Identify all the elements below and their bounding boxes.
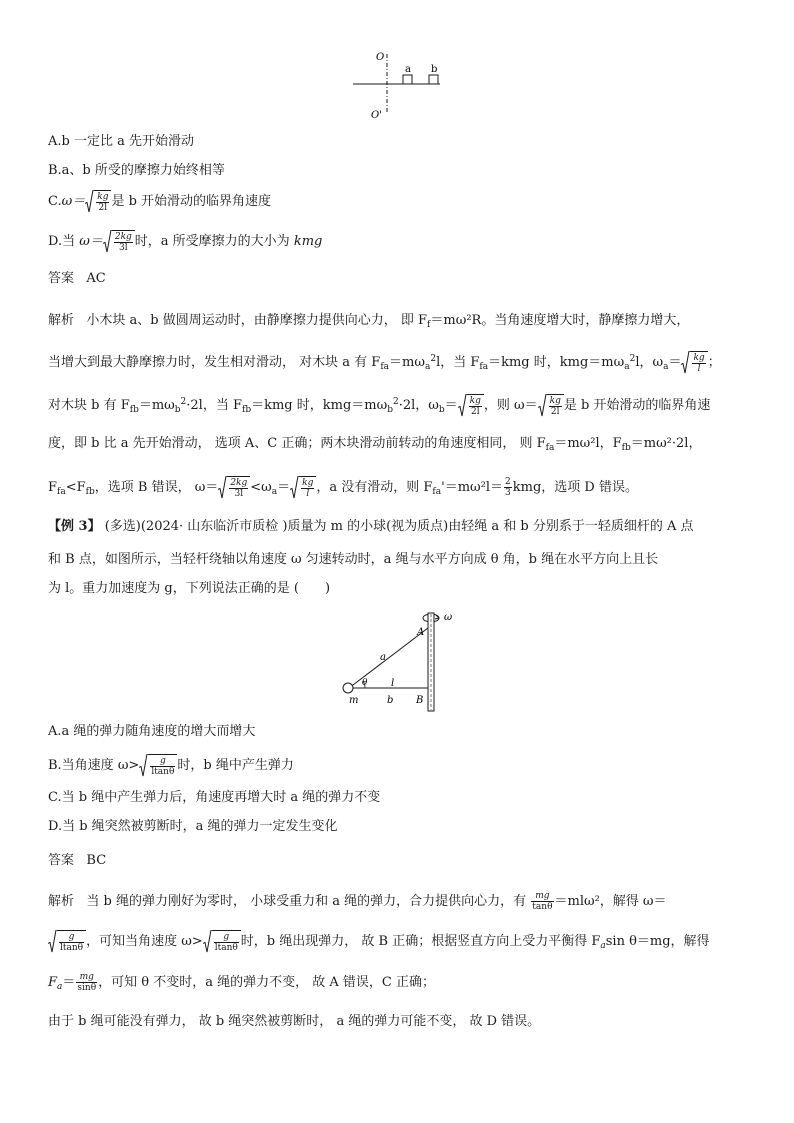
analysis-text: ＝kmg 时，kmg＝mω (488, 355, 625, 370)
superscript: 2 (430, 354, 437, 364)
sqrt-2kg-3l (218, 476, 250, 499)
frac-num: mg (531, 891, 553, 902)
subscript: fb (129, 405, 139, 415)
sqrt-g-ltan (48, 930, 86, 953)
option-text: B.当角速度 ω> (48, 758, 140, 773)
answer-label: 答案 (48, 853, 75, 868)
q1-option-c-suffix: 是 b 开始滑动的临界角速度 (111, 194, 272, 209)
example-text: (多选)(2024· 山东临沂市质检 )质量为 m 的小球(视为质点)由轻绳 a 和 b 分别系于一轻质细杆的 A 点 (104, 519, 694, 534)
turntable-figure (340, 44, 450, 122)
frac-den: ltanθ (151, 767, 175, 777)
label-a: a (405, 64, 411, 75)
q1-analysis-line-5 (48, 476, 754, 501)
analysis-text: 当增大到最大静摩擦力时，发生相对滑动， 对木块 a 有 F (48, 355, 381, 370)
q1-option-d-suffix: 时，a 所受摩擦力的大小为 (134, 234, 294, 249)
label-A: A (417, 627, 425, 638)
frac-den: l (697, 364, 701, 374)
q1-analysis-line-3: 对木块 b 有 $F_{fb}=m\omega_b^2\cdot 2l$，当 $F_{fb}=kmg$ 时，$kmg=m\omega_b^2\cdot 2l$，$\omega_b=$ $\frac{kg}{2l}$ ，则 ω＝ $\frac{kg}{2l}$ 是 b 开始滑动的临界角速 (48, 396, 711, 417)
analysis-text: ，a 没有滑动，则 F (316, 480, 433, 495)
answer-value: AC (86, 271, 106, 286)
option-text: 时，b 绳中产生弹力 (177, 758, 294, 773)
subscript: fa (545, 443, 555, 453)
frac-num: kg (693, 353, 705, 363)
frac-den: sinθ (77, 983, 97, 993)
sqrt-kg-l (290, 476, 316, 499)
q2-analysis-line-2 (48, 930, 754, 955)
q1-option-d (48, 230, 754, 253)
frac-den: l (306, 489, 310, 499)
q1-option-d-prefix: D.当 (48, 234, 80, 249)
q2-analysis-line-4: 由于 b 绳可能没有弹力， 故 b 绳突然被剪断时， a 绳的弹力可能不变， 故 D 错误。 (48, 1014, 541, 1029)
frac-den: 3l (234, 489, 244, 499)
omega-eq: ω＝ (61, 194, 86, 209)
frac-mg-sin (76, 972, 97, 993)
frac-num: kg (302, 478, 314, 488)
subscript: b (387, 405, 393, 415)
superscript: 2 (392, 397, 399, 407)
analysis-text: l，ω (635, 355, 664, 370)
analysis-text: sin θ＝mg，解得 (605, 934, 710, 949)
frac-den: ltanθ (60, 943, 84, 953)
analysis-text: 度，即 b 比 a 先开始滑动， 选项 A、C 正确；两木块滑动前转动的角速度相同， 则 F (48, 436, 546, 451)
analysis-text: 时，b 绳出现弹力， 故 B 正确；根据竖直方向上受力平衡得 F (240, 934, 601, 949)
omega-eq: ω＝ (79, 234, 103, 249)
analysis-text: '＝mω²l＝ (441, 480, 503, 495)
subscript: a (663, 362, 669, 372)
q2-option-b (48, 754, 754, 777)
q1-analysis-line-1 (48, 312, 754, 334)
label-o-top: O (376, 52, 385, 63)
q1-option-a: A.b 一定比 a 先开始滑动 (48, 134, 194, 149)
frac-num: g (214, 932, 239, 943)
q1-option-b: B.a、b 所受的摩擦力始终相等 (48, 163, 225, 178)
subscript: a (600, 941, 606, 951)
label-l: l (391, 678, 395, 689)
analysis-text: <ω (250, 480, 272, 495)
rod-figure (332, 606, 472, 716)
label-m: m (349, 695, 359, 706)
label-omega: ω (444, 612, 453, 623)
analysis-text: 是 b 开始滑动的临界角速 (563, 398, 711, 413)
analysis-text: ＝ (668, 355, 682, 370)
analysis-text: 小木块 a、b 做圆周运动时，由静摩擦力提供向心力， 即 F (86, 313, 428, 328)
analysis-text: ＝ (62, 975, 76, 990)
subscript: a (624, 362, 630, 372)
frac-den: 3 (505, 488, 511, 498)
frac-den: tanθ (532, 902, 553, 912)
analysis-text: ，则 ω＝ (483, 398, 538, 413)
analysis-text: ＝ (277, 480, 291, 495)
q1-option-c-prefix: C. (48, 194, 62, 209)
subscript: f (427, 320, 431, 330)
analysis-text: l，当 F (436, 355, 480, 370)
frac-den: ltanθ (214, 943, 238, 953)
analysis-text: ＝mω²l，F (554, 436, 622, 451)
example3-line-1 (48, 518, 754, 536)
superscript: 2 (629, 354, 636, 364)
subscript: b (174, 405, 181, 415)
subscript: fb (85, 487, 95, 497)
q1-answer (48, 270, 754, 288)
analysis-text: ＝mω (389, 355, 425, 370)
analysis-text: ＝mω²R。当角速度增大时，静摩擦力增大， (430, 313, 690, 328)
q1-analysis-line-4 (48, 435, 754, 457)
q2-option-d: D.当 b 绳突然被剪断时，a 绳的弹力一定发生变化 (48, 819, 338, 834)
frac-num: kg (97, 192, 109, 202)
example3-line-3: 为 l。重力加速度为 g，下列说法正确的是 ( ) (48, 581, 331, 596)
sqrt-g-ltan (139, 754, 177, 777)
q2-analysis-line-3 (48, 972, 754, 996)
subscript: b (438, 405, 445, 415)
analysis-text: kmg，选项 D 错误。 (512, 480, 638, 495)
answer-value: BC (86, 853, 107, 868)
block-a (403, 75, 412, 84)
sqrt-g-ltan (203, 930, 241, 953)
frac-num: 2kg (114, 232, 132, 242)
subscript: fb (621, 443, 631, 453)
analysis-text: 当 b 绳的弹力刚好为零时， 小球受重力和 a 绳的弹力，合力提供向心力，有 (86, 894, 531, 909)
frac-num: g (59, 932, 84, 943)
ball (343, 683, 353, 693)
subscript: fa (432, 487, 442, 497)
frac-num: 2 (505, 477, 511, 487)
q2-analysis-line-1 (48, 891, 754, 912)
example3-line-2: 和 B 点，如图所示，当轻杆绕轴以角速度 ω 匀速转动时，a 绳与水平方向成 θ 角，b 绳在水平方向上且长 (48, 552, 659, 567)
label-B: B (416, 695, 424, 706)
label-o-bottom: O' (371, 110, 382, 121)
frac-den: 2l (470, 407, 480, 417)
analysis-text: ，可知 θ 不变时，a 绳的弹力不变， 故 A 错误，C 正确； (98, 975, 435, 990)
analysis-text: ＝mω²·2l， (630, 436, 702, 451)
analysis-label: 解析 (48, 894, 75, 909)
frac-num: kg (549, 396, 561, 406)
frac-num: kg (469, 396, 481, 406)
analysis-text: ·2l，ω (398, 398, 439, 413)
answer-label: 答案 (48, 271, 75, 286)
frac-num: 2kg (230, 478, 248, 488)
subscript: fb (242, 405, 252, 415)
label-b: b (431, 64, 438, 75)
subscript: a (271, 487, 278, 497)
analysis-text: ，可知当角速度 ω> (86, 934, 203, 949)
analysis-text: F (48, 480, 58, 495)
label-rope-a: a (380, 652, 386, 663)
q2-option-c: C.当 b 绳中产生弹力后，角速度再增大时 a 绳的弹力不变 (48, 790, 381, 805)
sqrt-kg-l (681, 351, 707, 374)
q1-option-c (48, 190, 754, 213)
analysis-text: ·2l，当 F (186, 398, 242, 413)
sqrt-2kg-3l (103, 230, 135, 253)
frac-2-3 (504, 477, 512, 498)
subscript: fa (57, 487, 66, 497)
subscript: fa (479, 362, 489, 372)
analysis-text: ，选项 B 错误， ω＝ (94, 480, 219, 495)
q1-option-d-end: kmg (293, 234, 323, 249)
analysis-text: ＝mlω²，解得 ω＝ (554, 894, 667, 909)
subscript: fa (380, 362, 390, 372)
q2-option-a: A.a 绳的弹力随角速度的增大而增大 (48, 724, 256, 739)
frac-den: 2l (98, 203, 108, 213)
label-theta: θ (362, 678, 368, 688)
q2-answer (48, 852, 754, 870)
analysis-text: <F (65, 480, 86, 495)
sqrt-kg-2l (458, 394, 484, 417)
frac-num: mg (76, 972, 97, 983)
sqrt-kg-2l (538, 394, 564, 417)
analysis-text: 对木块 b 有 F (48, 398, 130, 413)
superscript: 2 (180, 397, 187, 407)
analysis-label: 解析 (48, 313, 75, 328)
subscript: a (424, 362, 431, 372)
frac-den: 2l (550, 407, 560, 417)
label-rope-b: b (387, 695, 394, 706)
block-b (429, 75, 438, 84)
analysis-text: ＝mω (138, 398, 175, 413)
analysis-text: F (48, 975, 58, 990)
sqrt-kg-2l (85, 190, 111, 213)
analysis-text: ＝kmg 时，kmg＝mω (251, 398, 388, 413)
frac-mg-tan (531, 891, 553, 912)
frac-den: 3l (119, 243, 128, 253)
subscript: a (57, 982, 63, 992)
example-tag: 【例 3】 (48, 519, 101, 534)
frac-num: g (150, 756, 175, 767)
q1-analysis-line-2: 当增大到最大静摩擦力时，发生相对滑动， 对木块 a 有 $F_{fa}=m\omega_a^2l$，当 $F_{fa}=kmg$ 时，$kmg=m\omega_a^2l$，$\omega_a=$ $\frac{kg}{l}$ ； (48, 353, 721, 374)
